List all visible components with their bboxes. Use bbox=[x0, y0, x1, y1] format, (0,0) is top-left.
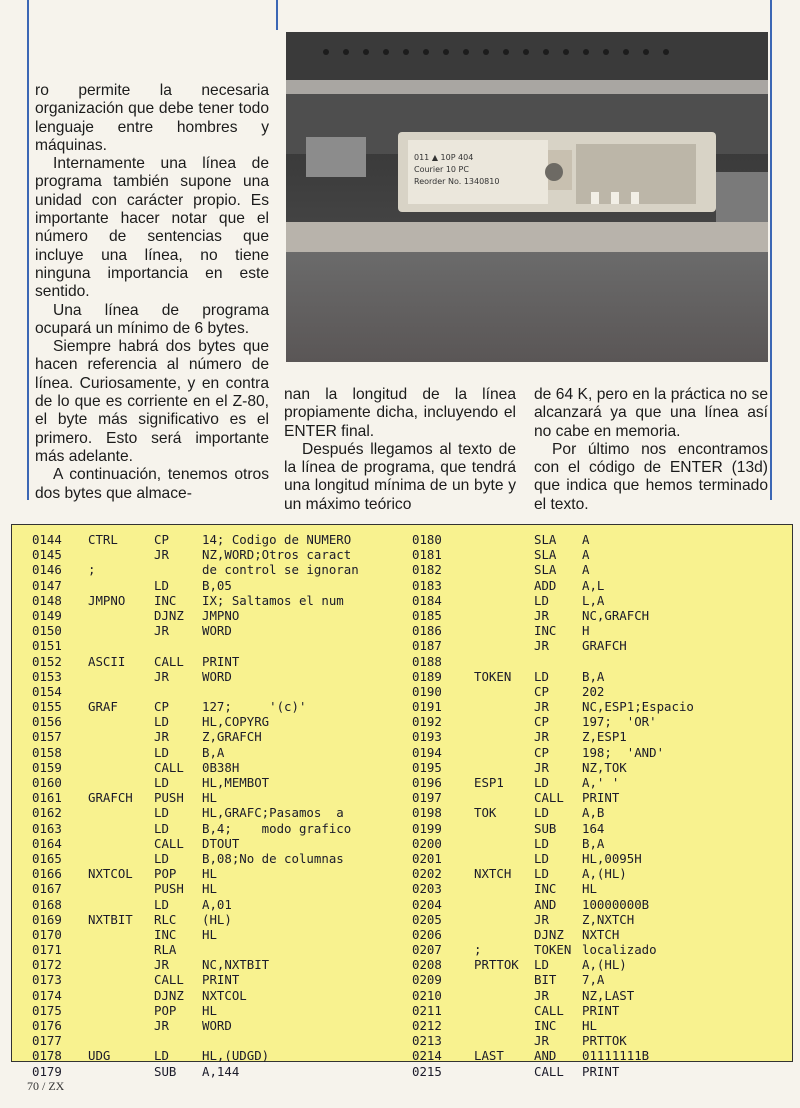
opcode: LD bbox=[534, 866, 549, 882]
line-number: 0162 bbox=[32, 805, 62, 821]
opcode: SUB bbox=[154, 1063, 177, 1079]
label: NXTBIT bbox=[88, 911, 133, 927]
operand: A bbox=[582, 547, 590, 563]
opcode: LD bbox=[534, 850, 549, 866]
line-number: 0174 bbox=[32, 987, 62, 1003]
line-number: 0170 bbox=[32, 926, 62, 942]
operand: NC,NXTBIT bbox=[202, 957, 270, 973]
operand: L,A bbox=[582, 592, 605, 608]
opcode: JR bbox=[154, 957, 169, 973]
opcode: INC bbox=[534, 623, 557, 639]
line-number: 0149 bbox=[32, 607, 62, 623]
opcode: CP bbox=[534, 714, 549, 730]
opcode: TOKEN bbox=[534, 942, 572, 958]
opcode: JR bbox=[154, 1018, 169, 1033]
opcode: CALL bbox=[154, 972, 184, 988]
opcode: LD bbox=[534, 957, 549, 973]
line-number: 0148 bbox=[32, 592, 62, 608]
operand: NC,ESP1;Espacio bbox=[582, 699, 694, 715]
paragraph: Internamente una línea de programa también supone una unidad con carácter propio. Es importante hacer notar que el número de sentencias que incluye una línea, no tiene ninguna importancia en este sentido. bbox=[35, 155, 269, 301]
opcode: JR bbox=[154, 668, 169, 684]
opcode: JR bbox=[534, 759, 549, 775]
label: ; bbox=[88, 562, 96, 578]
line-number: 0203 bbox=[412, 881, 442, 897]
opcode: CALL bbox=[154, 653, 184, 669]
opcode: LD bbox=[154, 850, 169, 866]
label: TOK bbox=[474, 805, 497, 821]
line-number: 0187 bbox=[412, 638, 442, 654]
opcode: JR bbox=[154, 623, 169, 639]
opcode: DJNZ bbox=[154, 607, 184, 623]
label: ; bbox=[474, 942, 482, 958]
opcode: RLC bbox=[154, 911, 177, 927]
line-number: 0184 bbox=[412, 592, 442, 608]
opcode: LD bbox=[154, 714, 169, 730]
operand: A,144 bbox=[202, 1063, 240, 1079]
paragraph: de 64 K, pero en la práctica no se alcanzará ya que una línea así no cabe en memoria. bbox=[534, 386, 768, 440]
operand: A bbox=[582, 532, 590, 547]
label: NXTCOL bbox=[88, 866, 133, 882]
line-number: 0150 bbox=[32, 623, 62, 639]
opcode: LD bbox=[534, 592, 549, 608]
operand: H bbox=[582, 623, 590, 639]
operand: HL,(UDGD) bbox=[202, 1048, 270, 1064]
opcode: CALL bbox=[154, 835, 184, 851]
line-number: 0157 bbox=[32, 729, 62, 745]
column-rule-right bbox=[770, 0, 772, 500]
line-number: 0165 bbox=[32, 850, 62, 866]
line-number: 0207 bbox=[412, 942, 442, 958]
paragraph: ro permite la necesaria organización que debe tener todo lenguaje entre hombres y máquinas. bbox=[35, 82, 269, 154]
opcode: POP bbox=[154, 866, 177, 882]
operand: PRINT bbox=[202, 653, 240, 669]
line-number: 0161 bbox=[32, 790, 62, 806]
operand: 202 bbox=[582, 683, 605, 699]
cartridge-label-line-2: Courier 10 PC bbox=[414, 165, 469, 174]
assembly-listing bbox=[11, 524, 793, 1079]
label: NXTCH bbox=[474, 866, 512, 882]
column-rule-middle bbox=[276, 0, 278, 30]
opcode: LD bbox=[154, 896, 169, 912]
opcode: INC bbox=[534, 881, 557, 897]
operand: 01111111B bbox=[582, 1048, 650, 1064]
line-number: 0192 bbox=[412, 714, 442, 730]
label: UDG bbox=[88, 1048, 111, 1064]
operand: PRINT bbox=[202, 972, 240, 988]
operand: WORD bbox=[202, 1018, 232, 1033]
opcode: POP bbox=[154, 1002, 177, 1018]
operand: 0B38H bbox=[202, 759, 240, 775]
operand: HL bbox=[582, 881, 597, 897]
line-number: 0201 bbox=[412, 850, 442, 866]
line-number: 0173 bbox=[32, 972, 62, 988]
opcode: LD bbox=[534, 775, 549, 790]
operand: B,08;No de columnas bbox=[202, 850, 344, 866]
line-number: 0169 bbox=[32, 911, 62, 927]
operand: A,L bbox=[582, 577, 605, 593]
operand: WORD bbox=[202, 623, 232, 639]
operand: HL bbox=[202, 790, 217, 806]
line-number: 0152 bbox=[32, 653, 62, 669]
line-number: 0196 bbox=[412, 775, 442, 790]
line-number: 0177 bbox=[32, 1033, 62, 1049]
opcode: AND bbox=[534, 896, 557, 912]
opcode: JR bbox=[534, 638, 549, 654]
printer-cartridge-photo bbox=[286, 32, 768, 362]
opcode: LD bbox=[534, 668, 549, 684]
operand: PRINT bbox=[582, 1002, 620, 1018]
cartridge-label-line-3: Reorder No. 1340810 bbox=[414, 177, 500, 186]
line-number: 0144 bbox=[32, 532, 62, 547]
line-number: 0195 bbox=[412, 759, 442, 775]
line-number: 0212 bbox=[412, 1018, 442, 1033]
line-number: 0164 bbox=[32, 835, 62, 851]
opcode: CALL bbox=[534, 790, 564, 806]
opcode: CALL bbox=[534, 1063, 564, 1079]
line-number: 0215 bbox=[412, 1063, 442, 1079]
line-number: 0159 bbox=[32, 759, 62, 775]
opcode: RLA bbox=[154, 942, 177, 958]
opcode: LD bbox=[534, 835, 549, 851]
opcode: INC bbox=[154, 926, 177, 942]
operand: B,05 bbox=[202, 577, 232, 593]
opcode: LD bbox=[154, 577, 169, 593]
operand: B,4; modo grafico bbox=[202, 820, 352, 836]
operand: HL bbox=[202, 881, 217, 897]
opcode: CALL bbox=[154, 759, 184, 775]
line-number: 0146 bbox=[32, 562, 62, 578]
line-number: 0183 bbox=[412, 577, 442, 593]
opcode: DJNZ bbox=[154, 987, 184, 1003]
label: CTRL bbox=[88, 532, 118, 547]
operand: HL bbox=[202, 866, 217, 882]
opcode: INC bbox=[154, 592, 177, 608]
operand: HL bbox=[202, 926, 217, 942]
line-number: 0181 bbox=[412, 547, 442, 563]
line-number: 0178 bbox=[32, 1048, 62, 1064]
operand: A,01 bbox=[202, 896, 232, 912]
opcode: PUSH bbox=[154, 881, 184, 897]
paragraph: nan la longitud de la línea propiamente dicha, incluyendo el ENTER final. bbox=[284, 386, 516, 440]
operand: NZ,WORD;Otros caract bbox=[202, 547, 352, 563]
line-number: 0154 bbox=[32, 683, 62, 699]
opcode: JR bbox=[534, 729, 549, 745]
line-number: 0213 bbox=[412, 1033, 442, 1049]
line-number: 0182 bbox=[412, 562, 442, 578]
page-folio: 70 / ZX bbox=[27, 1079, 65, 1093]
operand: 127; '(c)' bbox=[202, 699, 307, 715]
operand: A,(HL) bbox=[582, 866, 627, 882]
line-number: 0168 bbox=[32, 896, 62, 912]
article-column-3 bbox=[534, 386, 768, 514]
cartridge-label-line-1: 011 ▲ 10P 404 bbox=[414, 153, 474, 162]
line-number: 0208 bbox=[412, 957, 442, 973]
opcode: CP bbox=[534, 683, 549, 699]
operand: 10000000B bbox=[582, 896, 650, 912]
operand: de control se ignoran bbox=[202, 562, 359, 578]
opcode: BIT bbox=[534, 972, 557, 988]
operand: A,B bbox=[582, 805, 605, 821]
operand: HL,MEMBOT bbox=[202, 775, 270, 790]
line-number: 0167 bbox=[32, 881, 62, 897]
opcode: SLA bbox=[534, 532, 557, 547]
opcode: CP bbox=[534, 744, 549, 760]
line-number: 0185 bbox=[412, 607, 442, 623]
operand: PRTTOK bbox=[582, 1033, 627, 1049]
opcode: DJNZ bbox=[534, 926, 564, 942]
opcode: LD bbox=[534, 805, 549, 821]
opcode: LD bbox=[154, 1048, 169, 1064]
opcode: CALL bbox=[534, 1002, 564, 1018]
line-number: 0189 bbox=[412, 668, 442, 684]
paragraph: Una línea de programa ocupará un mínimo de 6 bytes. bbox=[35, 301, 269, 337]
opcode: JR bbox=[154, 547, 169, 563]
opcode: JR bbox=[534, 607, 549, 623]
line-number: 0214 bbox=[412, 1048, 442, 1064]
paragraph: Después llegamos al texto de la línea de programa, que tendrá una longitud mínima de un byte y un máximo teórico bbox=[284, 440, 516, 513]
line-number: 0191 bbox=[412, 699, 442, 715]
line-number: 0160 bbox=[32, 775, 62, 790]
line-number: 0180 bbox=[412, 532, 442, 547]
line-number: 0171 bbox=[32, 942, 62, 958]
label: GRAFCH bbox=[88, 790, 133, 806]
line-number: 0200 bbox=[412, 835, 442, 851]
label: ESP1 bbox=[474, 775, 504, 790]
line-number: 0163 bbox=[32, 820, 62, 836]
operand: Z,NXTCH bbox=[582, 911, 635, 927]
label: GRAF bbox=[88, 699, 118, 715]
opcode: CP bbox=[154, 532, 169, 547]
line-number: 0158 bbox=[32, 744, 62, 760]
operand: HL,0095H bbox=[582, 850, 642, 866]
line-number: 0210 bbox=[412, 987, 442, 1003]
line-number: 0209 bbox=[412, 972, 442, 988]
operand: HL,COPYRG bbox=[202, 714, 270, 730]
line-number: 0206 bbox=[412, 926, 442, 942]
line-number: 0156 bbox=[32, 714, 62, 730]
operand: NXTCH bbox=[582, 926, 620, 942]
line-number: 0153 bbox=[32, 668, 62, 684]
label: JMPNO bbox=[88, 592, 126, 608]
operand: NC,GRAFCH bbox=[582, 607, 650, 623]
line-number: 0166 bbox=[32, 866, 62, 882]
line-number: 0193 bbox=[412, 729, 442, 745]
opcode: PUSH bbox=[154, 790, 184, 806]
line-number: 0176 bbox=[32, 1018, 62, 1033]
operand: Z,GRAFCH bbox=[202, 729, 262, 745]
line-number: 0205 bbox=[412, 911, 442, 927]
operand: A,(HL) bbox=[582, 957, 627, 973]
line-number: 0145 bbox=[32, 547, 62, 563]
opcode: INC bbox=[534, 1018, 557, 1033]
line-number: 0199 bbox=[412, 820, 442, 836]
paragraph: Siempre habrá dos bytes que hacen referencia al número de línea. Curiosamente, y en contra de lo que es corriente en el Z-80, el byte más significativo es el primero. Esto será importante más adelante. bbox=[35, 338, 269, 465]
operand: IX; Saltamos el num bbox=[202, 592, 344, 608]
label: LAST bbox=[474, 1048, 504, 1064]
opcode: JR bbox=[154, 729, 169, 745]
opcode: JR bbox=[534, 1033, 549, 1049]
opcode: JR bbox=[534, 699, 549, 715]
operand: DTOUT bbox=[202, 835, 240, 851]
operand: PRINT bbox=[582, 790, 620, 806]
operand: B,A bbox=[202, 744, 225, 760]
article-column-1 bbox=[35, 82, 269, 503]
line-number: 0190 bbox=[412, 683, 442, 699]
opcode: SLA bbox=[534, 562, 557, 578]
opcode: LD bbox=[154, 744, 169, 760]
operand: A bbox=[582, 562, 590, 578]
operand: HL,GRAFC;Pasamos a bbox=[202, 805, 344, 821]
operand: Z,ESP1 bbox=[582, 729, 627, 745]
operand: (HL) bbox=[202, 911, 232, 927]
operand: WORD bbox=[202, 668, 232, 684]
paragraph: Por último nos encontramos con el código de ENTER (13d) que indica que hemos terminado el texto. bbox=[534, 440, 768, 513]
label: ASCII bbox=[88, 653, 126, 669]
opcode: LD bbox=[154, 805, 169, 821]
line-number: 0155 bbox=[32, 699, 62, 715]
line-number: 0151 bbox=[32, 638, 62, 654]
line-number: 0194 bbox=[412, 744, 442, 760]
operand: HL bbox=[202, 1002, 217, 1018]
line-number: 0198 bbox=[412, 805, 442, 821]
operand: B,A bbox=[582, 835, 605, 851]
opcode: LD bbox=[154, 820, 169, 836]
operand: 164 bbox=[582, 820, 605, 836]
operand: 197; 'OR' bbox=[582, 714, 657, 730]
operand: 14; Codigo de NUMERO bbox=[202, 532, 352, 547]
operand: A,' ' bbox=[582, 775, 620, 790]
operand: PRINT bbox=[582, 1063, 620, 1079]
line-number: 0186 bbox=[412, 623, 442, 639]
line-number: 0188 bbox=[412, 653, 442, 669]
operand: localizado bbox=[582, 942, 657, 958]
opcode: SUB bbox=[534, 820, 557, 836]
article-column-2 bbox=[284, 386, 516, 514]
opcode: LD bbox=[154, 775, 169, 790]
opcode: JR bbox=[534, 911, 549, 927]
operand: 198; 'AND' bbox=[582, 744, 665, 760]
operand: NZ,LAST bbox=[582, 987, 635, 1003]
operand: JMPNO bbox=[202, 607, 240, 623]
opcode: CP bbox=[154, 699, 169, 715]
operand: B,A bbox=[582, 668, 605, 684]
operand: NZ,TOK bbox=[582, 759, 627, 775]
operand: NXTCOL bbox=[202, 987, 247, 1003]
opcode: AND bbox=[534, 1048, 557, 1064]
operand: 7,A bbox=[582, 972, 605, 988]
line-number: 0179 bbox=[32, 1063, 62, 1079]
opcode: SLA bbox=[534, 547, 557, 563]
operand: GRAFCH bbox=[582, 638, 627, 654]
column-rule-left bbox=[27, 0, 29, 500]
line-number: 0197 bbox=[412, 790, 442, 806]
line-number: 0204 bbox=[412, 896, 442, 912]
paragraph: A continuación, tenemos otros dos bytes que almace- bbox=[35, 466, 269, 502]
opcode: ADD bbox=[534, 577, 557, 593]
line-number: 0211 bbox=[412, 1002, 442, 1018]
line-number: 0172 bbox=[32, 957, 62, 973]
line-number: 0202 bbox=[412, 866, 442, 882]
label: PRTTOK bbox=[474, 957, 519, 973]
label: TOKEN bbox=[474, 668, 512, 684]
opcode: JR bbox=[534, 987, 549, 1003]
line-number: 0147 bbox=[32, 577, 62, 593]
operand: HL bbox=[582, 1018, 597, 1033]
line-number: 0175 bbox=[32, 1002, 62, 1018]
